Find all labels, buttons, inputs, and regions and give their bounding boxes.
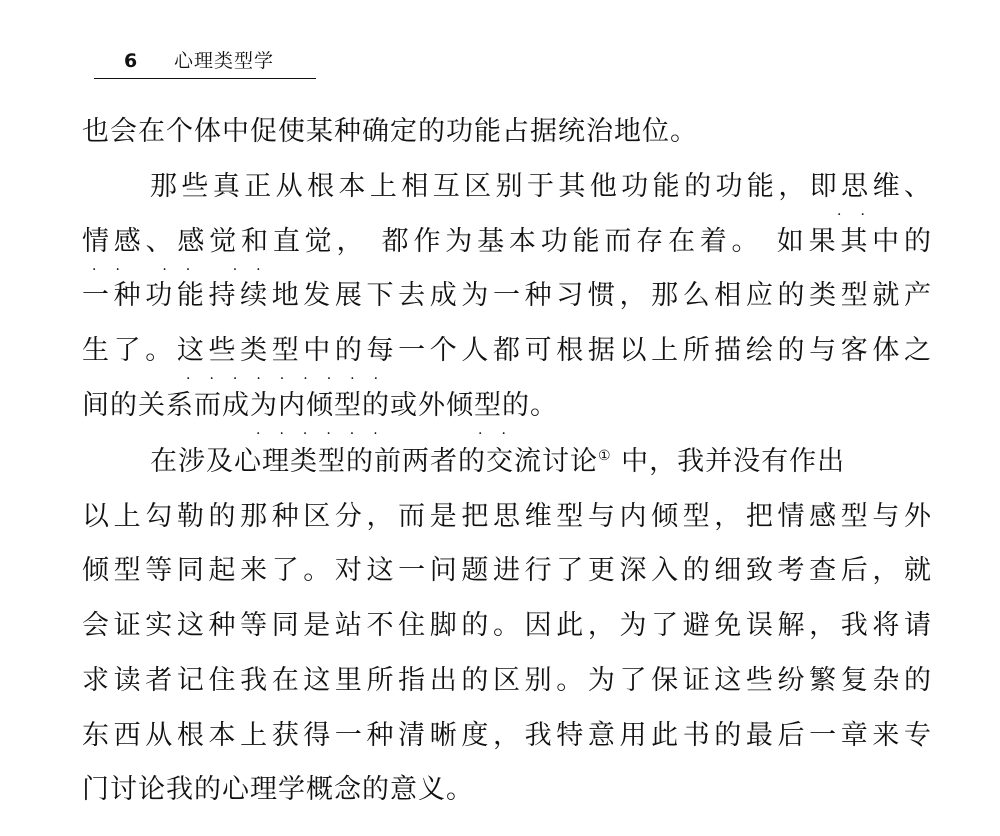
text-line-8: 以上勾勒的那种区分，而是把思维型与内倾型，把情感型与外 <box>82 501 932 532</box>
text-line-1: 也会在个体中促使某种确定的功能占据统治地位。 <box>82 116 698 147</box>
text-line-7-lead: 在涉及心理类型的前两者的交流讨论 <box>150 446 598 477</box>
text-line-4: 一种功能持续地发展下去成为一种习惯，那么相应的类型就产 <box>82 280 932 311</box>
text-line-7-tail: 中，我并没有作出 <box>611 446 846 477</box>
emphasis-dots: ········· <box>186 371 398 387</box>
text-line-13: 门讨论我的心理学概念的意义。 <box>82 774 474 805</box>
text-line-2: 那些真正从根本上相互区别于其他功能的功能，即思维、 <box>150 171 932 202</box>
page-number: 6 <box>124 50 138 72</box>
emphasis-dots: ·· <box>837 207 884 223</box>
book-title: 心理类型学 <box>174 50 275 72</box>
text-line-12: 东西从根本上获得一种清晰度，我特意用此书的最后一章来专 <box>82 720 932 751</box>
text-line-11: 求读者记住我在这里所指出的区别。为了保证这些纷繁复杂的 <box>82 665 932 696</box>
footnote-reference: ① <box>598 448 612 464</box>
text-line-7 <box>150 442 932 482</box>
running-head <box>94 46 316 79</box>
text-line-10: 会证实这种等同是站不住脚的。因此，为了避免误解，我将请 <box>82 610 932 641</box>
emphasis-dots: ······ <box>256 426 397 442</box>
text-line-3: 情感、感觉和直觉， 都作为基本功能而存在着。 如果其中的 <box>82 226 932 257</box>
text-line-6: 间的关系而成为内倾型的或外倾型的。 <box>82 390 558 421</box>
emphasis-dots: ·· <box>478 426 525 442</box>
text-line-5: 生了。这些类型中的每一个人都可根据以上所描绘的与客体之 <box>82 335 932 366</box>
text-line-9: 倾型等同起来了。对这一问题进行了更深入的细致考查后，就 <box>82 555 932 586</box>
emphasis-dots: ·· ·· ·· <box>92 262 280 278</box>
